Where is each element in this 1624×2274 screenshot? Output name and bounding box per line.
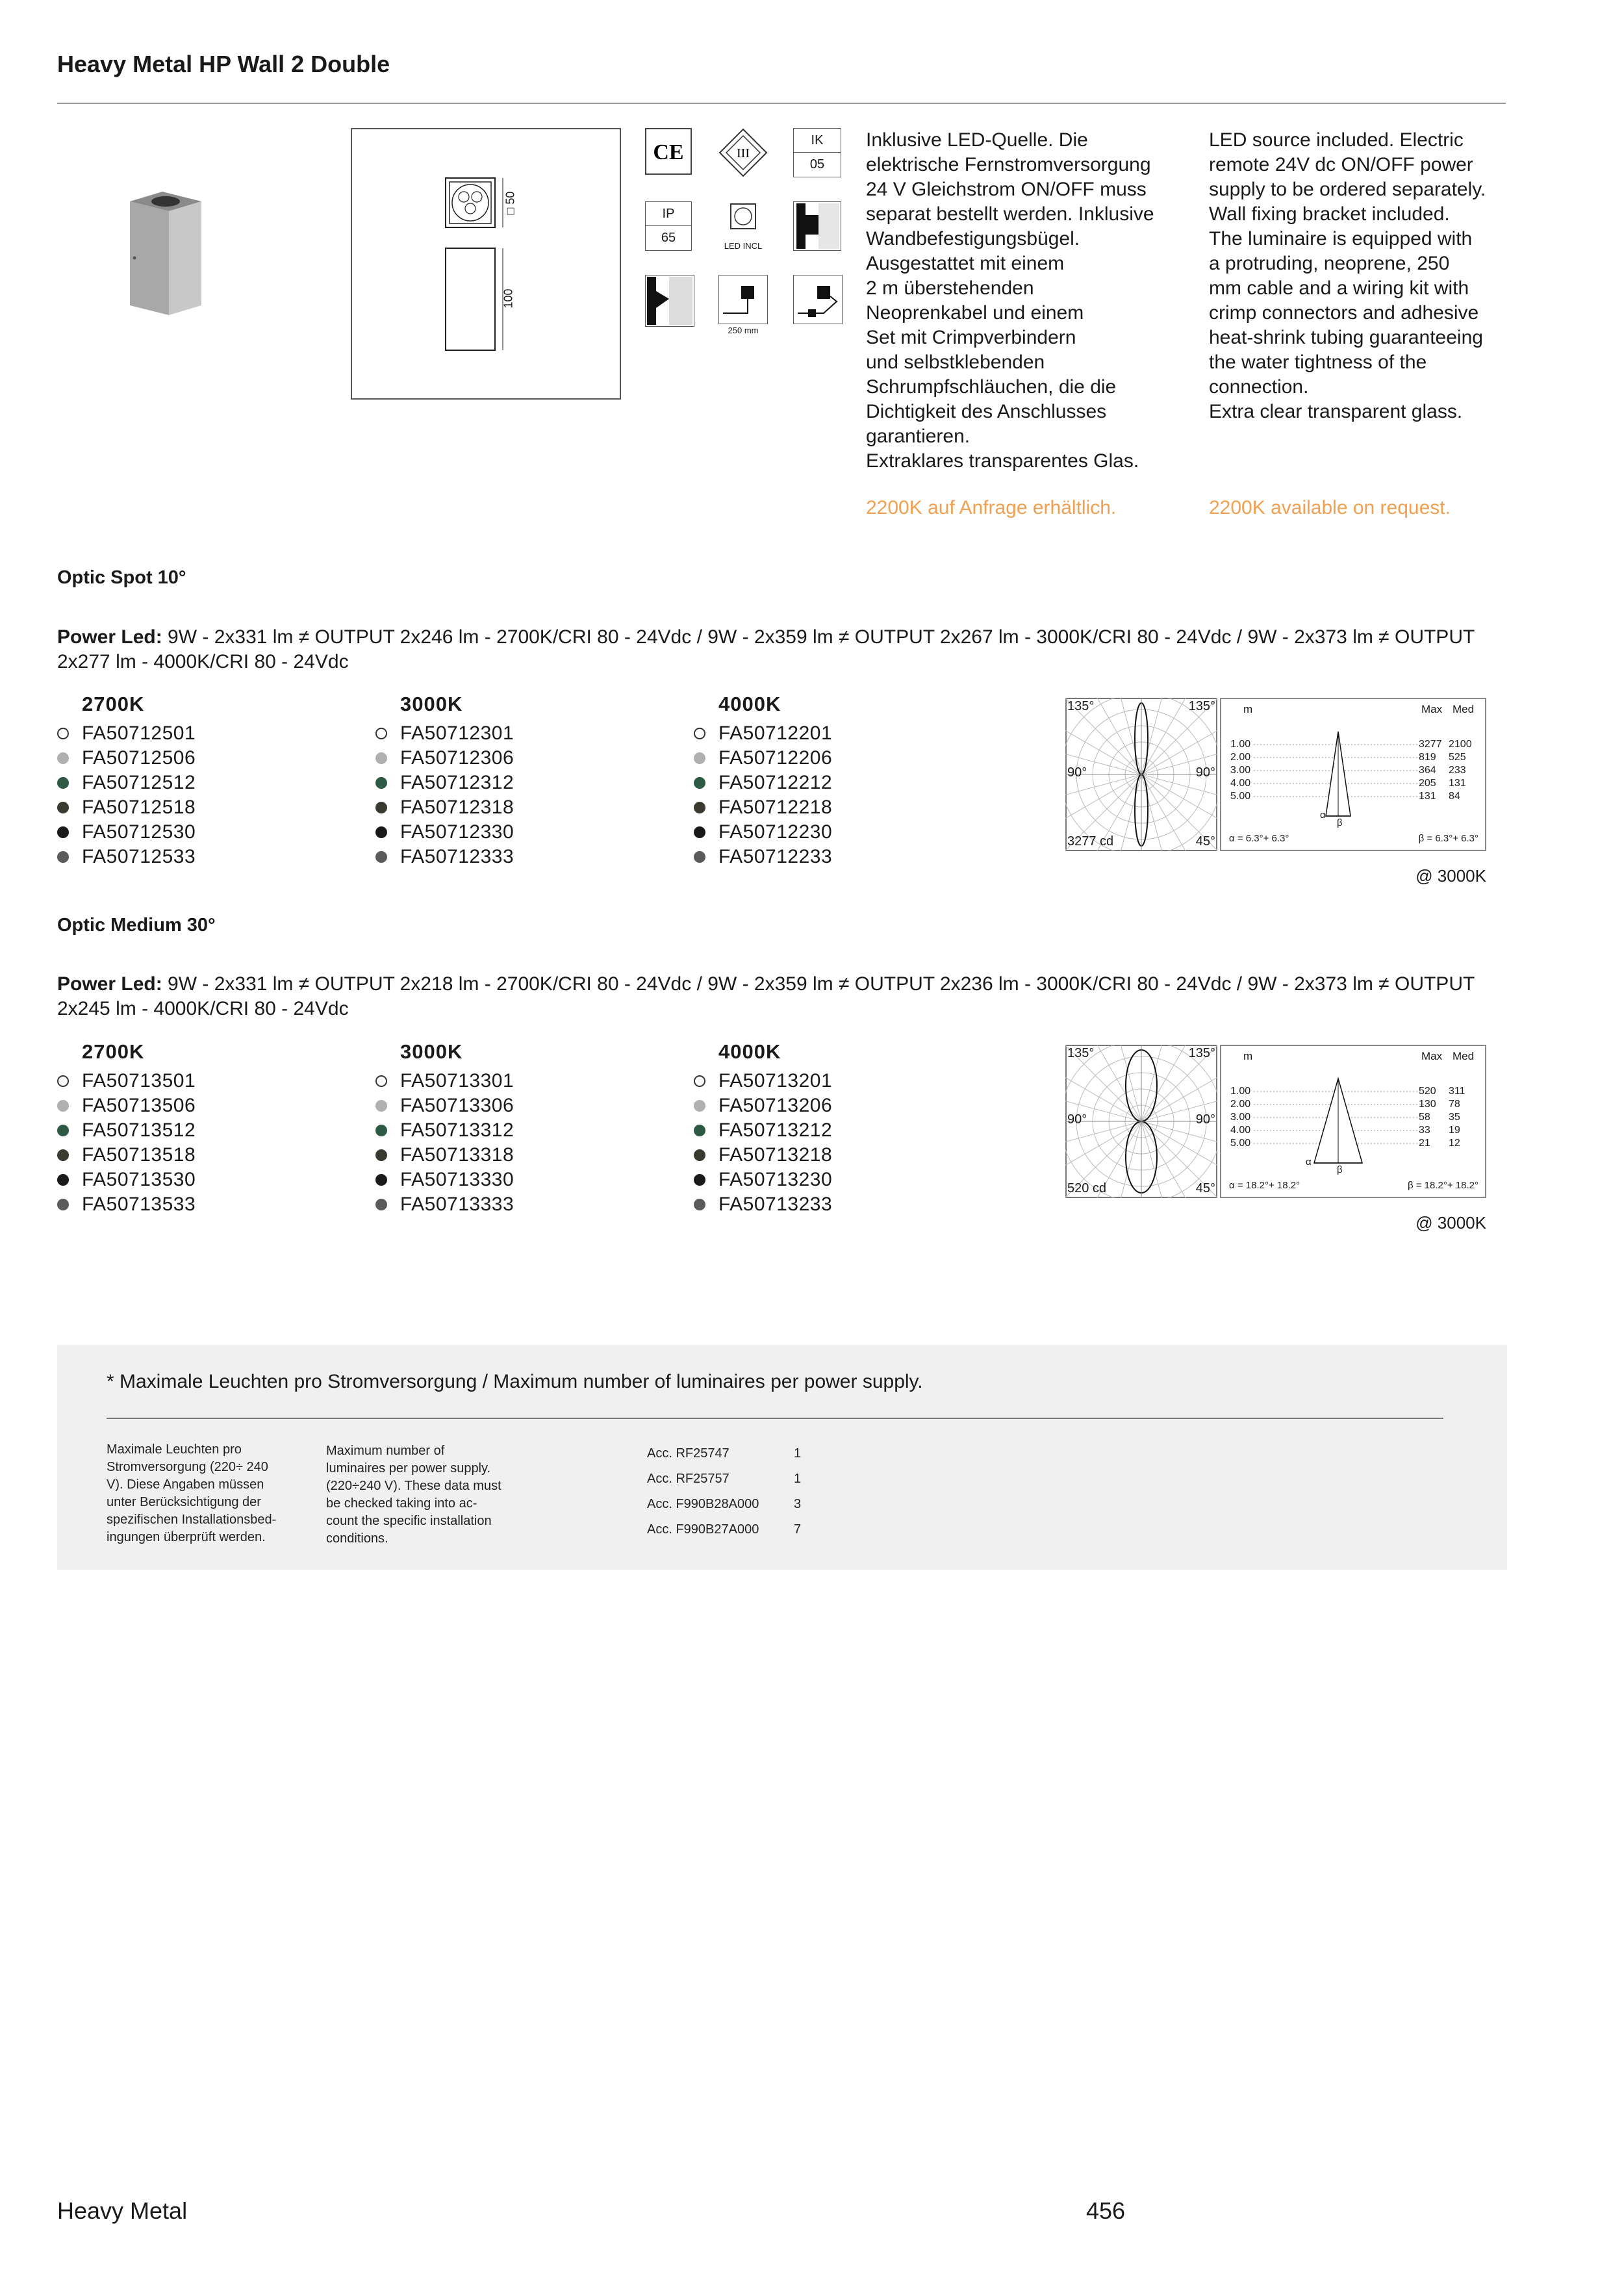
cone-row: 4.00 205 131 xyxy=(1230,778,1466,789)
power-supply-panel xyxy=(57,1345,1507,1570)
code-row: FA50713306 xyxy=(375,1093,687,1118)
color-dot xyxy=(57,1125,69,1136)
cone-row: 3.00 58 35 xyxy=(1230,1112,1460,1123)
power-supply-heading: * Maximale Leuchten pro Stromversorgung / Maximum number of luminaires per power supply. xyxy=(107,1371,923,1392)
code-row: FA50713212 xyxy=(694,1118,1006,1143)
code-row: FA50712306 xyxy=(375,746,687,771)
color-dot xyxy=(57,1075,69,1087)
code-row: FA50713230 xyxy=(694,1168,1006,1192)
polar-diagram: 135° 135° 90° 90° 520 cd 45° xyxy=(1065,1045,1217,1198)
color-dot xyxy=(375,1149,387,1161)
code-row: FA50712506 xyxy=(57,746,369,771)
code-row: FA50712518 xyxy=(57,795,369,820)
connector-icon xyxy=(793,275,843,324)
code-row: FA50713206 xyxy=(694,1093,1006,1118)
code-row: FA50712201 xyxy=(694,721,1006,746)
cone-row: 2.00 130 78 xyxy=(1230,1099,1460,1110)
code-column xyxy=(694,693,1006,869)
code-row: FA50712312 xyxy=(375,771,687,795)
code-row: FA50712512 xyxy=(57,771,369,795)
color-dot xyxy=(57,851,69,863)
color-dot xyxy=(375,1199,387,1210)
color-dot xyxy=(694,1199,705,1210)
code-column xyxy=(375,693,687,869)
reference-temp: @ 3000K xyxy=(1415,1213,1486,1233)
description-en: LED source included. Electric remote 24V dc ON/OFF power supply to be ordered separately. Wall fixing bracket included. The luminaire is equipped with a protruding, neoprene, 250 mm cable and a wiring kit with crimp connectors and adhesive heat-shrink tubing guaranteeing the water tightness of the connection. Extra clear transparent glass. xyxy=(1209,129,1486,422)
color-dot xyxy=(694,1100,705,1112)
cone-row: 5.00 21 12 xyxy=(1230,1138,1460,1149)
reference-temp: @ 3000K xyxy=(1415,866,1486,886)
cone-diagram: m Max Med 1.00 3277 2100 2.00 819 525 3.00 364 233 4.00 205 131 5.00 131 84 α β α = 6.3°+ 6.3° β = 6.3°+ 6.3° xyxy=(1220,698,1486,851)
led-included-icon: LED INCL xyxy=(718,201,768,251)
code-column xyxy=(375,1040,687,1217)
direction-icon xyxy=(645,275,694,327)
note-2200k-en: 2200K available on request. xyxy=(1209,497,1451,518)
color-dot xyxy=(375,851,387,863)
column-head: 2700K xyxy=(82,693,145,715)
power-supply-note-en: Maximum number of luminaires per power supply. (220÷240 V). These data must be checked taking into ac- count the specific installation conditions. xyxy=(326,1444,501,1546)
color-dot xyxy=(57,1199,69,1210)
code-row: FA50713330 xyxy=(375,1168,687,1192)
code-row: FA50713333 xyxy=(375,1192,687,1217)
code-row: FA50713506 xyxy=(57,1093,369,1118)
polar-diagram: 135° 135° 90° 90° 3277 cd 45° xyxy=(1065,698,1217,851)
section-title: Optic Medium 30° xyxy=(57,915,216,936)
power-supply-note-de: Maximale Leuchten pro Stromversorgung (220÷ 240 V). Diese Angaben müssen unter Berücksichtigung der spezifischen Installationsbed- ingungen überprüft werden. xyxy=(107,1442,277,1544)
column-head: 3000K xyxy=(400,1040,463,1063)
class-iii-icon xyxy=(718,128,768,177)
svg-text:III: III xyxy=(737,146,750,160)
cone-row: 2.00 819 525 xyxy=(1230,752,1466,763)
color-dot xyxy=(375,752,387,764)
code-row: FA50712318 xyxy=(375,795,687,820)
code-row: FA50712501 xyxy=(57,721,369,746)
accessory-row: Acc. F990B27A000 7 xyxy=(647,1522,802,1537)
product-image xyxy=(123,188,208,318)
column-head: 4000K xyxy=(718,693,781,715)
color-dot xyxy=(57,1100,69,1112)
code-column xyxy=(57,1040,369,1217)
code-row: FA50713533 xyxy=(57,1192,369,1217)
note-2200k-de: 2200K auf Anfrage erhältlich. xyxy=(866,497,1117,518)
color-dot xyxy=(57,728,69,739)
cone-row: 4.00 33 19 xyxy=(1230,1125,1460,1136)
ip-rating-icon: IP 65 xyxy=(645,201,692,251)
code-row: FA50712533 xyxy=(57,845,369,869)
accessory-row: Acc. F990B28A000 3 xyxy=(647,1497,802,1511)
color-dot xyxy=(375,1125,387,1136)
cone-diagram: m Max Med 1.00 520 311 2.00 130 78 3.00 58 35 4.00 33 19 5.00 21 12 α β α = 18.2°+ 18.2° β = 18.2°+ 18.2° xyxy=(1220,1045,1486,1198)
accessory-list xyxy=(647,1441,842,1542)
svg-text:CE: CE xyxy=(653,140,684,164)
section-title: Optic Spot 10° xyxy=(57,567,186,588)
color-dot xyxy=(57,1174,69,1186)
code-row: FA50712212 xyxy=(694,771,1006,795)
color-dot xyxy=(375,802,387,813)
color-dot xyxy=(375,1100,387,1112)
color-dot xyxy=(57,777,69,789)
panel-divider xyxy=(107,1418,1443,1419)
code-row: FA50713233 xyxy=(694,1192,1006,1217)
code-row: FA50712230 xyxy=(694,820,1006,845)
accessory-row: Acc. RF25757 1 xyxy=(647,1472,802,1486)
code-row: FA50712530 xyxy=(57,820,369,845)
page-number: 456 xyxy=(1086,2197,1126,2224)
footer-brand: Heavy Metal xyxy=(57,2197,188,2224)
color-dot xyxy=(57,802,69,813)
color-dot xyxy=(57,1149,69,1161)
color-dot xyxy=(57,826,69,838)
color-dot xyxy=(375,1174,387,1186)
color-dot xyxy=(57,752,69,764)
code-row: FA50712330 xyxy=(375,820,687,845)
page-title: Heavy Metal HP Wall 2 Double xyxy=(57,51,390,77)
column-head: 2700K xyxy=(82,1040,145,1063)
code-row: FA50712233 xyxy=(694,845,1006,869)
code-row: FA50713518 xyxy=(57,1143,369,1168)
title-divider xyxy=(57,103,1506,104)
cable-icon: 250 mm xyxy=(718,275,768,327)
code-row: FA50713218 xyxy=(694,1143,1006,1168)
column-head: 4000K xyxy=(718,1040,781,1063)
code-row: FA50713512 xyxy=(57,1118,369,1143)
power-led-info: Power Led: 9W - 2x331 lm ≠ OUTPUT 2x218 lm - 2700K/CRI 80 - 24Vdc / 9W - 2x359 lm ≠ OUTPUT 2x236 lm - 3000K/CRI 80 - 24Vdc / 9W - 2x373 lm ≠ OUTPUT 2x245 lm - 4000K/CRI 80 - 24Vdc xyxy=(57,973,1475,1019)
code-row: FA50712333 xyxy=(375,845,687,869)
color-dot xyxy=(694,728,705,739)
code-row: FA50713530 xyxy=(57,1168,369,1192)
column-head: 3000K xyxy=(400,693,463,715)
code-row: FA50713201 xyxy=(694,1069,1006,1093)
code-row: FA50712301 xyxy=(375,721,687,746)
color-dot xyxy=(694,1075,705,1087)
dimension-top: □ 50 xyxy=(503,191,517,215)
color-dot xyxy=(694,752,705,764)
cone-row: 1.00 520 311 xyxy=(1230,1086,1465,1097)
power-led-info: Power Led: 9W - 2x331 lm ≠ OUTPUT 2x246 lm - 2700K/CRI 80 - 24Vdc / 9W - 2x359 lm ≠ OUTPUT 2x267 lm - 3000K/CRI 80 - 24Vdc / 9W - 2x373 lm ≠ OUTPUT 2x277 lm - 4000K/CRI 80 - 24Vdc xyxy=(57,626,1475,672)
color-dot xyxy=(694,1174,705,1186)
color-dot xyxy=(694,1125,705,1136)
code-row: FA50713312 xyxy=(375,1118,687,1143)
code-column xyxy=(57,693,369,869)
color-dot xyxy=(694,777,705,789)
code-row: FA50712218 xyxy=(694,795,1006,820)
cone-row: 3.00 364 233 xyxy=(1230,765,1466,776)
code-row: FA50713301 xyxy=(375,1069,687,1093)
cone-row: 1.00 3277 2100 xyxy=(1230,739,1472,750)
dimension-side: 100 xyxy=(501,288,515,309)
code-column xyxy=(694,1040,1006,1217)
code-row: FA50713501 xyxy=(57,1069,369,1093)
cone-row: 5.00 131 84 xyxy=(1230,791,1460,802)
accessory-row: Acc. RF25747 1 xyxy=(647,1446,802,1461)
ce-mark-icon xyxy=(645,128,692,175)
wall-mount-icon xyxy=(793,201,841,251)
color-dot xyxy=(375,826,387,838)
color-dot xyxy=(694,802,705,813)
color-dot xyxy=(375,777,387,789)
color-dot xyxy=(694,851,705,863)
ik-rating-icon: IK 05 xyxy=(793,128,841,177)
technical-drawing xyxy=(351,128,621,400)
color-dot xyxy=(694,826,705,838)
color-dot xyxy=(375,728,387,739)
description-de: Inklusive LED-Quelle. Die elektrische Fernstromversorgung 24 V Gleichstrom ON/OFF muss separat bestellt werden. Inklusive Wandbefestigungsbügel. Ausgestattet mit einem 2 m überstehenden Neoprenkabel und einem Set mit Crimpverbindern und selbstklebenden Schrumpfschläuchen, die die Dichtigkeit des Anschlusses garantieren. Extraklares transparentes Glas. xyxy=(866,129,1154,472)
code-row: FA50713318 xyxy=(375,1143,687,1168)
color-dot xyxy=(375,1075,387,1087)
color-dot xyxy=(694,1149,705,1161)
code-row: FA50712206 xyxy=(694,746,1006,771)
